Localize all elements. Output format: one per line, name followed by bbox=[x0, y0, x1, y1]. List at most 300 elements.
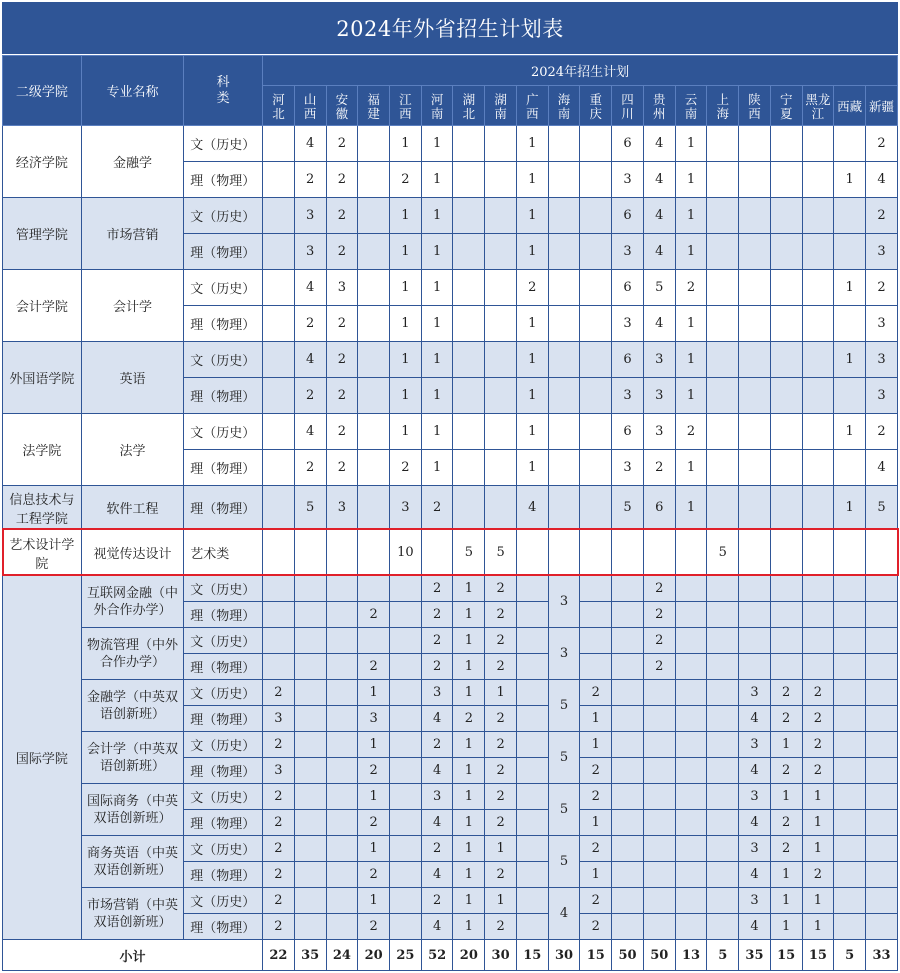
plan-value: 3 bbox=[294, 234, 326, 270]
major-cell: 互联网金融（中外合作办学） bbox=[81, 576, 183, 628]
plan-value bbox=[294, 914, 326, 940]
plan-value bbox=[834, 680, 866, 706]
plan-value: 2 bbox=[294, 450, 326, 486]
plan-value: 1 bbox=[453, 602, 485, 628]
plan-value bbox=[263, 378, 295, 414]
plan-value bbox=[643, 758, 675, 784]
plan-value bbox=[675, 914, 707, 940]
plan-value bbox=[612, 758, 644, 784]
plan-value bbox=[485, 126, 517, 162]
plan-value bbox=[326, 706, 358, 732]
table-row bbox=[3, 126, 898, 162]
plan-value: 4 bbox=[643, 234, 675, 270]
category-cell: 理（物理） bbox=[184, 486, 263, 530]
plan-value bbox=[802, 270, 834, 306]
plan-value bbox=[390, 576, 422, 602]
plan-value bbox=[263, 306, 295, 342]
subtotal-value: 20 bbox=[358, 940, 390, 971]
plan-value: 4 bbox=[739, 914, 771, 940]
plan-value bbox=[612, 530, 644, 576]
plan-value: 4 bbox=[294, 342, 326, 378]
plan-value: 3 bbox=[739, 836, 771, 862]
plan-value bbox=[770, 162, 802, 198]
table-row bbox=[3, 576, 898, 602]
plan-value bbox=[294, 862, 326, 888]
plan-value: 3 bbox=[739, 732, 771, 758]
major-cell: 市场营销（中英双语创新班） bbox=[81, 888, 183, 940]
plan-value: 5 bbox=[866, 486, 898, 530]
plan-value: 2 bbox=[263, 732, 295, 758]
plan-value: 2 bbox=[516, 270, 548, 306]
plan-value: 1 bbox=[580, 810, 612, 836]
plan-value bbox=[612, 810, 644, 836]
plan-value bbox=[802, 234, 834, 270]
category-cell: 理（物理） bbox=[184, 810, 263, 836]
plan-value: 2 bbox=[675, 270, 707, 306]
plan-value: 2 bbox=[580, 888, 612, 914]
plan-value bbox=[770, 234, 802, 270]
plan-value bbox=[866, 732, 898, 758]
plan-value bbox=[580, 234, 612, 270]
category-cell: 理（物理） bbox=[184, 306, 263, 342]
plan-value bbox=[580, 306, 612, 342]
plan-value bbox=[390, 810, 422, 836]
plan-value: 2 bbox=[770, 680, 802, 706]
plan-value bbox=[707, 450, 739, 486]
plan-value: 4 bbox=[421, 706, 453, 732]
plan-value bbox=[707, 162, 739, 198]
category-cell: 文（历史） bbox=[184, 414, 263, 450]
plan-value: 1 bbox=[675, 342, 707, 378]
subtotal-value: 15 bbox=[802, 940, 834, 971]
plan-value: 5 bbox=[548, 784, 580, 836]
plan-value bbox=[516, 810, 548, 836]
province-header: 云南 bbox=[675, 86, 707, 126]
plan-value: 2 bbox=[390, 162, 422, 198]
plan-value: 2 bbox=[326, 378, 358, 414]
plan-value: 1 bbox=[834, 486, 866, 530]
plan-value bbox=[453, 306, 485, 342]
plan-value bbox=[358, 450, 390, 486]
plan-value: 2 bbox=[294, 162, 326, 198]
plan-value: 5 bbox=[485, 530, 517, 576]
plan-value bbox=[453, 126, 485, 162]
table-row bbox=[3, 836, 898, 862]
plan-value bbox=[834, 198, 866, 234]
plan-value bbox=[707, 914, 739, 940]
plan-value bbox=[263, 486, 295, 530]
plan-value: 4 bbox=[643, 198, 675, 234]
major-cell: 会计学（中英双语创新班） bbox=[81, 732, 183, 784]
plan-value bbox=[358, 576, 390, 602]
plan-value: 1 bbox=[358, 732, 390, 758]
province-header: 重庆 bbox=[580, 86, 612, 126]
plan-value bbox=[358, 234, 390, 270]
plan-value: 4 bbox=[548, 888, 580, 940]
major-cell: 商务英语（中英双语创新班） bbox=[81, 836, 183, 888]
province-header: 广西 bbox=[516, 86, 548, 126]
plan-value bbox=[358, 342, 390, 378]
plan-value bbox=[834, 234, 866, 270]
plan-value bbox=[263, 162, 295, 198]
plan-value bbox=[390, 784, 422, 810]
plan-value bbox=[485, 342, 517, 378]
plan-value bbox=[358, 530, 390, 576]
plan-value: 2 bbox=[326, 234, 358, 270]
category-cell: 文（历史） bbox=[184, 126, 263, 162]
plan-value: 2 bbox=[326, 450, 358, 486]
plan-value bbox=[580, 198, 612, 234]
plan-value bbox=[390, 836, 422, 862]
plan-value: 3 bbox=[326, 270, 358, 306]
plan-value: 1 bbox=[421, 198, 453, 234]
major-cell: 法学 bbox=[81, 414, 183, 486]
plan-value: 2 bbox=[485, 706, 517, 732]
plan-value bbox=[326, 732, 358, 758]
category-cell: 文（历史） bbox=[184, 836, 263, 862]
plan-value bbox=[548, 378, 580, 414]
plan-value bbox=[294, 810, 326, 836]
plan-value bbox=[263, 576, 295, 602]
plan-value: 3 bbox=[643, 414, 675, 450]
plan-value bbox=[739, 576, 771, 602]
plan-value: 1 bbox=[390, 234, 422, 270]
plan-value: 2 bbox=[485, 914, 517, 940]
plan-value bbox=[770, 654, 802, 680]
plan-value: 4 bbox=[739, 810, 771, 836]
plan-value: 3 bbox=[294, 198, 326, 234]
plan-value bbox=[802, 162, 834, 198]
plan-value bbox=[739, 530, 771, 576]
table-row bbox=[3, 784, 898, 810]
plan-value bbox=[739, 234, 771, 270]
plan-value bbox=[358, 306, 390, 342]
category-cell: 理（物理） bbox=[184, 706, 263, 732]
plan-value bbox=[770, 628, 802, 654]
plan-value bbox=[802, 378, 834, 414]
plan-value bbox=[390, 706, 422, 732]
plan-value bbox=[358, 126, 390, 162]
category-cell: 理（物理） bbox=[184, 378, 263, 414]
plan-value: 1 bbox=[485, 888, 517, 914]
plan-value: 2 bbox=[802, 706, 834, 732]
subtotal-value: 13 bbox=[675, 940, 707, 971]
plan-value bbox=[707, 414, 739, 450]
plan-value bbox=[548, 234, 580, 270]
plan-value: 1 bbox=[802, 914, 834, 940]
plan-value: 3 bbox=[612, 378, 644, 414]
plan-value bbox=[612, 732, 644, 758]
plan-value bbox=[770, 126, 802, 162]
plan-value: 2 bbox=[358, 810, 390, 836]
plan-value bbox=[516, 914, 548, 940]
plan-value bbox=[453, 234, 485, 270]
plan-value: 3 bbox=[263, 758, 295, 784]
plan-value bbox=[612, 836, 644, 862]
plan-value bbox=[707, 342, 739, 378]
plan-value bbox=[516, 732, 548, 758]
plan-value: 4 bbox=[866, 162, 898, 198]
plan-value bbox=[516, 758, 548, 784]
plan-value: 1 bbox=[358, 888, 390, 914]
plan-value bbox=[485, 486, 517, 530]
plan-value bbox=[294, 576, 326, 602]
plan-value: 2 bbox=[802, 758, 834, 784]
plan-value bbox=[643, 530, 675, 576]
plan-value: 2 bbox=[485, 810, 517, 836]
plan-value: 1 bbox=[453, 784, 485, 810]
plan-value bbox=[802, 602, 834, 628]
plan-value: 1 bbox=[770, 732, 802, 758]
plan-value: 1 bbox=[421, 234, 453, 270]
plan-value: 1 bbox=[453, 628, 485, 654]
plan-value bbox=[739, 414, 771, 450]
plan-value bbox=[294, 602, 326, 628]
plan-value bbox=[643, 784, 675, 810]
plan-value: 3 bbox=[263, 706, 295, 732]
plan-value: 2 bbox=[580, 836, 612, 862]
plan-value bbox=[643, 732, 675, 758]
plan-value: 4 bbox=[739, 862, 771, 888]
plan-value bbox=[834, 628, 866, 654]
plan-value: 1 bbox=[834, 414, 866, 450]
plan-value: 1 bbox=[516, 342, 548, 378]
plan-value bbox=[294, 888, 326, 914]
plan-value bbox=[294, 654, 326, 680]
category-cell: 文（历史） bbox=[184, 342, 263, 378]
plan-value bbox=[421, 530, 453, 576]
plan-value: 3 bbox=[739, 888, 771, 914]
plan-value: 4 bbox=[421, 862, 453, 888]
province-header: 宁夏 bbox=[770, 86, 802, 126]
plan-value: 2 bbox=[421, 836, 453, 862]
table-row bbox=[3, 486, 898, 530]
plan-value: 1 bbox=[453, 914, 485, 940]
plan-value: 3 bbox=[866, 306, 898, 342]
plan-value bbox=[707, 836, 739, 862]
major-cell: 物流管理（中外合作办学） bbox=[81, 628, 183, 680]
plan-value: 1 bbox=[675, 306, 707, 342]
plan-value bbox=[580, 126, 612, 162]
table-row bbox=[3, 530, 898, 576]
plan-value: 2 bbox=[326, 162, 358, 198]
plan-value bbox=[294, 706, 326, 732]
header-category: 科类 bbox=[184, 56, 263, 126]
plan-value bbox=[326, 810, 358, 836]
plan-value: 4 bbox=[643, 306, 675, 342]
plan-value: 2 bbox=[485, 576, 517, 602]
plan-value bbox=[390, 914, 422, 940]
plan-value: 1 bbox=[516, 378, 548, 414]
plan-value bbox=[326, 576, 358, 602]
plan-value: 2 bbox=[802, 862, 834, 888]
plan-value bbox=[612, 628, 644, 654]
plan-value bbox=[802, 306, 834, 342]
plan-value: 2 bbox=[453, 706, 485, 732]
plan-value: 1 bbox=[770, 914, 802, 940]
plan-value: 2 bbox=[421, 486, 453, 530]
subtotal-value: 15 bbox=[516, 940, 548, 971]
plan-value bbox=[707, 810, 739, 836]
plan-value bbox=[358, 198, 390, 234]
category-cell: 艺术类 bbox=[184, 530, 263, 576]
plan-value: 2 bbox=[770, 836, 802, 862]
plan-value: 2 bbox=[326, 414, 358, 450]
plan-value bbox=[453, 270, 485, 306]
plan-value bbox=[866, 810, 898, 836]
plan-value: 2 bbox=[263, 680, 295, 706]
plan-value: 3 bbox=[612, 306, 644, 342]
plan-value bbox=[707, 378, 739, 414]
plan-value bbox=[326, 602, 358, 628]
plan-value: 1 bbox=[675, 378, 707, 414]
plan-value: 1 bbox=[453, 732, 485, 758]
plan-value bbox=[580, 602, 612, 628]
plan-value bbox=[707, 758, 739, 784]
plan-value: 1 bbox=[802, 836, 834, 862]
plan-value bbox=[834, 306, 866, 342]
plan-value bbox=[548, 342, 580, 378]
plan-value bbox=[548, 450, 580, 486]
plan-value bbox=[326, 862, 358, 888]
plan-value: 2 bbox=[263, 888, 295, 914]
province-header: 海南 bbox=[548, 86, 580, 126]
plan-value bbox=[739, 306, 771, 342]
plan-value bbox=[643, 862, 675, 888]
plan-value bbox=[485, 306, 517, 342]
plan-value bbox=[834, 784, 866, 810]
plan-value: 2 bbox=[421, 654, 453, 680]
plan-value: 1 bbox=[675, 450, 707, 486]
plan-value bbox=[548, 198, 580, 234]
plan-value bbox=[612, 706, 644, 732]
plan-value: 2 bbox=[326, 198, 358, 234]
plan-value bbox=[548, 270, 580, 306]
plan-value bbox=[580, 654, 612, 680]
plan-value: 1 bbox=[516, 126, 548, 162]
province-header: 新疆 bbox=[866, 86, 898, 126]
plan-value bbox=[866, 888, 898, 914]
plan-value bbox=[485, 414, 517, 450]
plan-value bbox=[485, 162, 517, 198]
plan-value bbox=[739, 654, 771, 680]
plan-value: 4 bbox=[421, 914, 453, 940]
major-cell: 市场营销 bbox=[81, 198, 183, 270]
plan-value: 1 bbox=[834, 342, 866, 378]
province-header: 福建 bbox=[358, 86, 390, 126]
plan-value bbox=[866, 628, 898, 654]
plan-value: 3 bbox=[612, 162, 644, 198]
plan-value bbox=[770, 576, 802, 602]
plan-value bbox=[263, 530, 295, 576]
plan-value: 2 bbox=[866, 198, 898, 234]
plan-value bbox=[580, 270, 612, 306]
plan-value bbox=[548, 414, 580, 450]
plan-value bbox=[866, 914, 898, 940]
plan-value: 2 bbox=[643, 602, 675, 628]
plan-value bbox=[770, 486, 802, 530]
page-title: 2024年外省招生计划表 bbox=[2, 2, 898, 54]
header-college: 二级学院 bbox=[3, 56, 82, 126]
plan-value: 2 bbox=[485, 602, 517, 628]
plan-value: 5 bbox=[548, 680, 580, 732]
table-row bbox=[3, 198, 898, 234]
plan-value bbox=[707, 126, 739, 162]
subtotal-value: 35 bbox=[294, 940, 326, 971]
plan-value bbox=[834, 450, 866, 486]
plan-value bbox=[326, 888, 358, 914]
plan-value bbox=[739, 602, 771, 628]
plan-value: 1 bbox=[390, 306, 422, 342]
category-cell: 理（物理） bbox=[184, 758, 263, 784]
province-header: 陕西 bbox=[739, 86, 771, 126]
major-cell: 会计学 bbox=[81, 270, 183, 342]
plan-value bbox=[580, 378, 612, 414]
plan-value: 2 bbox=[675, 414, 707, 450]
plan-value bbox=[770, 198, 802, 234]
plan-value bbox=[263, 234, 295, 270]
plan-value bbox=[834, 378, 866, 414]
plan-value: 1 bbox=[453, 836, 485, 862]
plan-value bbox=[834, 732, 866, 758]
plan-value: 6 bbox=[612, 270, 644, 306]
province-header: 黑龙江 bbox=[802, 86, 834, 126]
plan-value bbox=[770, 306, 802, 342]
plan-value: 3 bbox=[421, 680, 453, 706]
plan-value bbox=[358, 378, 390, 414]
plan-value: 2 bbox=[358, 602, 390, 628]
plan-value: 1 bbox=[770, 888, 802, 914]
category-cell: 文（历史） bbox=[184, 680, 263, 706]
college-cell: 外国语学院 bbox=[3, 342, 82, 414]
plan-value: 1 bbox=[834, 270, 866, 306]
plan-value bbox=[707, 234, 739, 270]
plan-value bbox=[612, 680, 644, 706]
plan-value bbox=[866, 654, 898, 680]
plan-value bbox=[834, 810, 866, 836]
plan-value: 4 bbox=[421, 810, 453, 836]
plan-value: 3 bbox=[866, 234, 898, 270]
plan-value bbox=[675, 576, 707, 602]
plan-value bbox=[326, 758, 358, 784]
plan-value bbox=[834, 888, 866, 914]
enrollment-plan-table bbox=[2, 55, 898, 971]
plan-value bbox=[802, 342, 834, 378]
plan-value bbox=[802, 654, 834, 680]
plan-value bbox=[770, 530, 802, 576]
plan-value: 1 bbox=[421, 342, 453, 378]
plan-value bbox=[739, 126, 771, 162]
plan-value bbox=[485, 378, 517, 414]
plan-value: 2 bbox=[358, 914, 390, 940]
college-cell: 法学院 bbox=[3, 414, 82, 486]
plan-value: 4 bbox=[516, 486, 548, 530]
plan-value: 2 bbox=[643, 450, 675, 486]
plan-value: 10 bbox=[390, 530, 422, 576]
province-header: 上海 bbox=[707, 86, 739, 126]
plan-value: 5 bbox=[707, 530, 739, 576]
plan-value bbox=[516, 836, 548, 862]
category-cell: 文（历史） bbox=[184, 784, 263, 810]
major-cell: 国际商务（中英双语创新班） bbox=[81, 784, 183, 836]
plan-value bbox=[263, 628, 295, 654]
plan-value: 2 bbox=[802, 732, 834, 758]
plan-value bbox=[358, 414, 390, 450]
plan-value bbox=[453, 378, 485, 414]
plan-value: 2 bbox=[421, 732, 453, 758]
plan-value bbox=[390, 680, 422, 706]
plan-value bbox=[326, 784, 358, 810]
